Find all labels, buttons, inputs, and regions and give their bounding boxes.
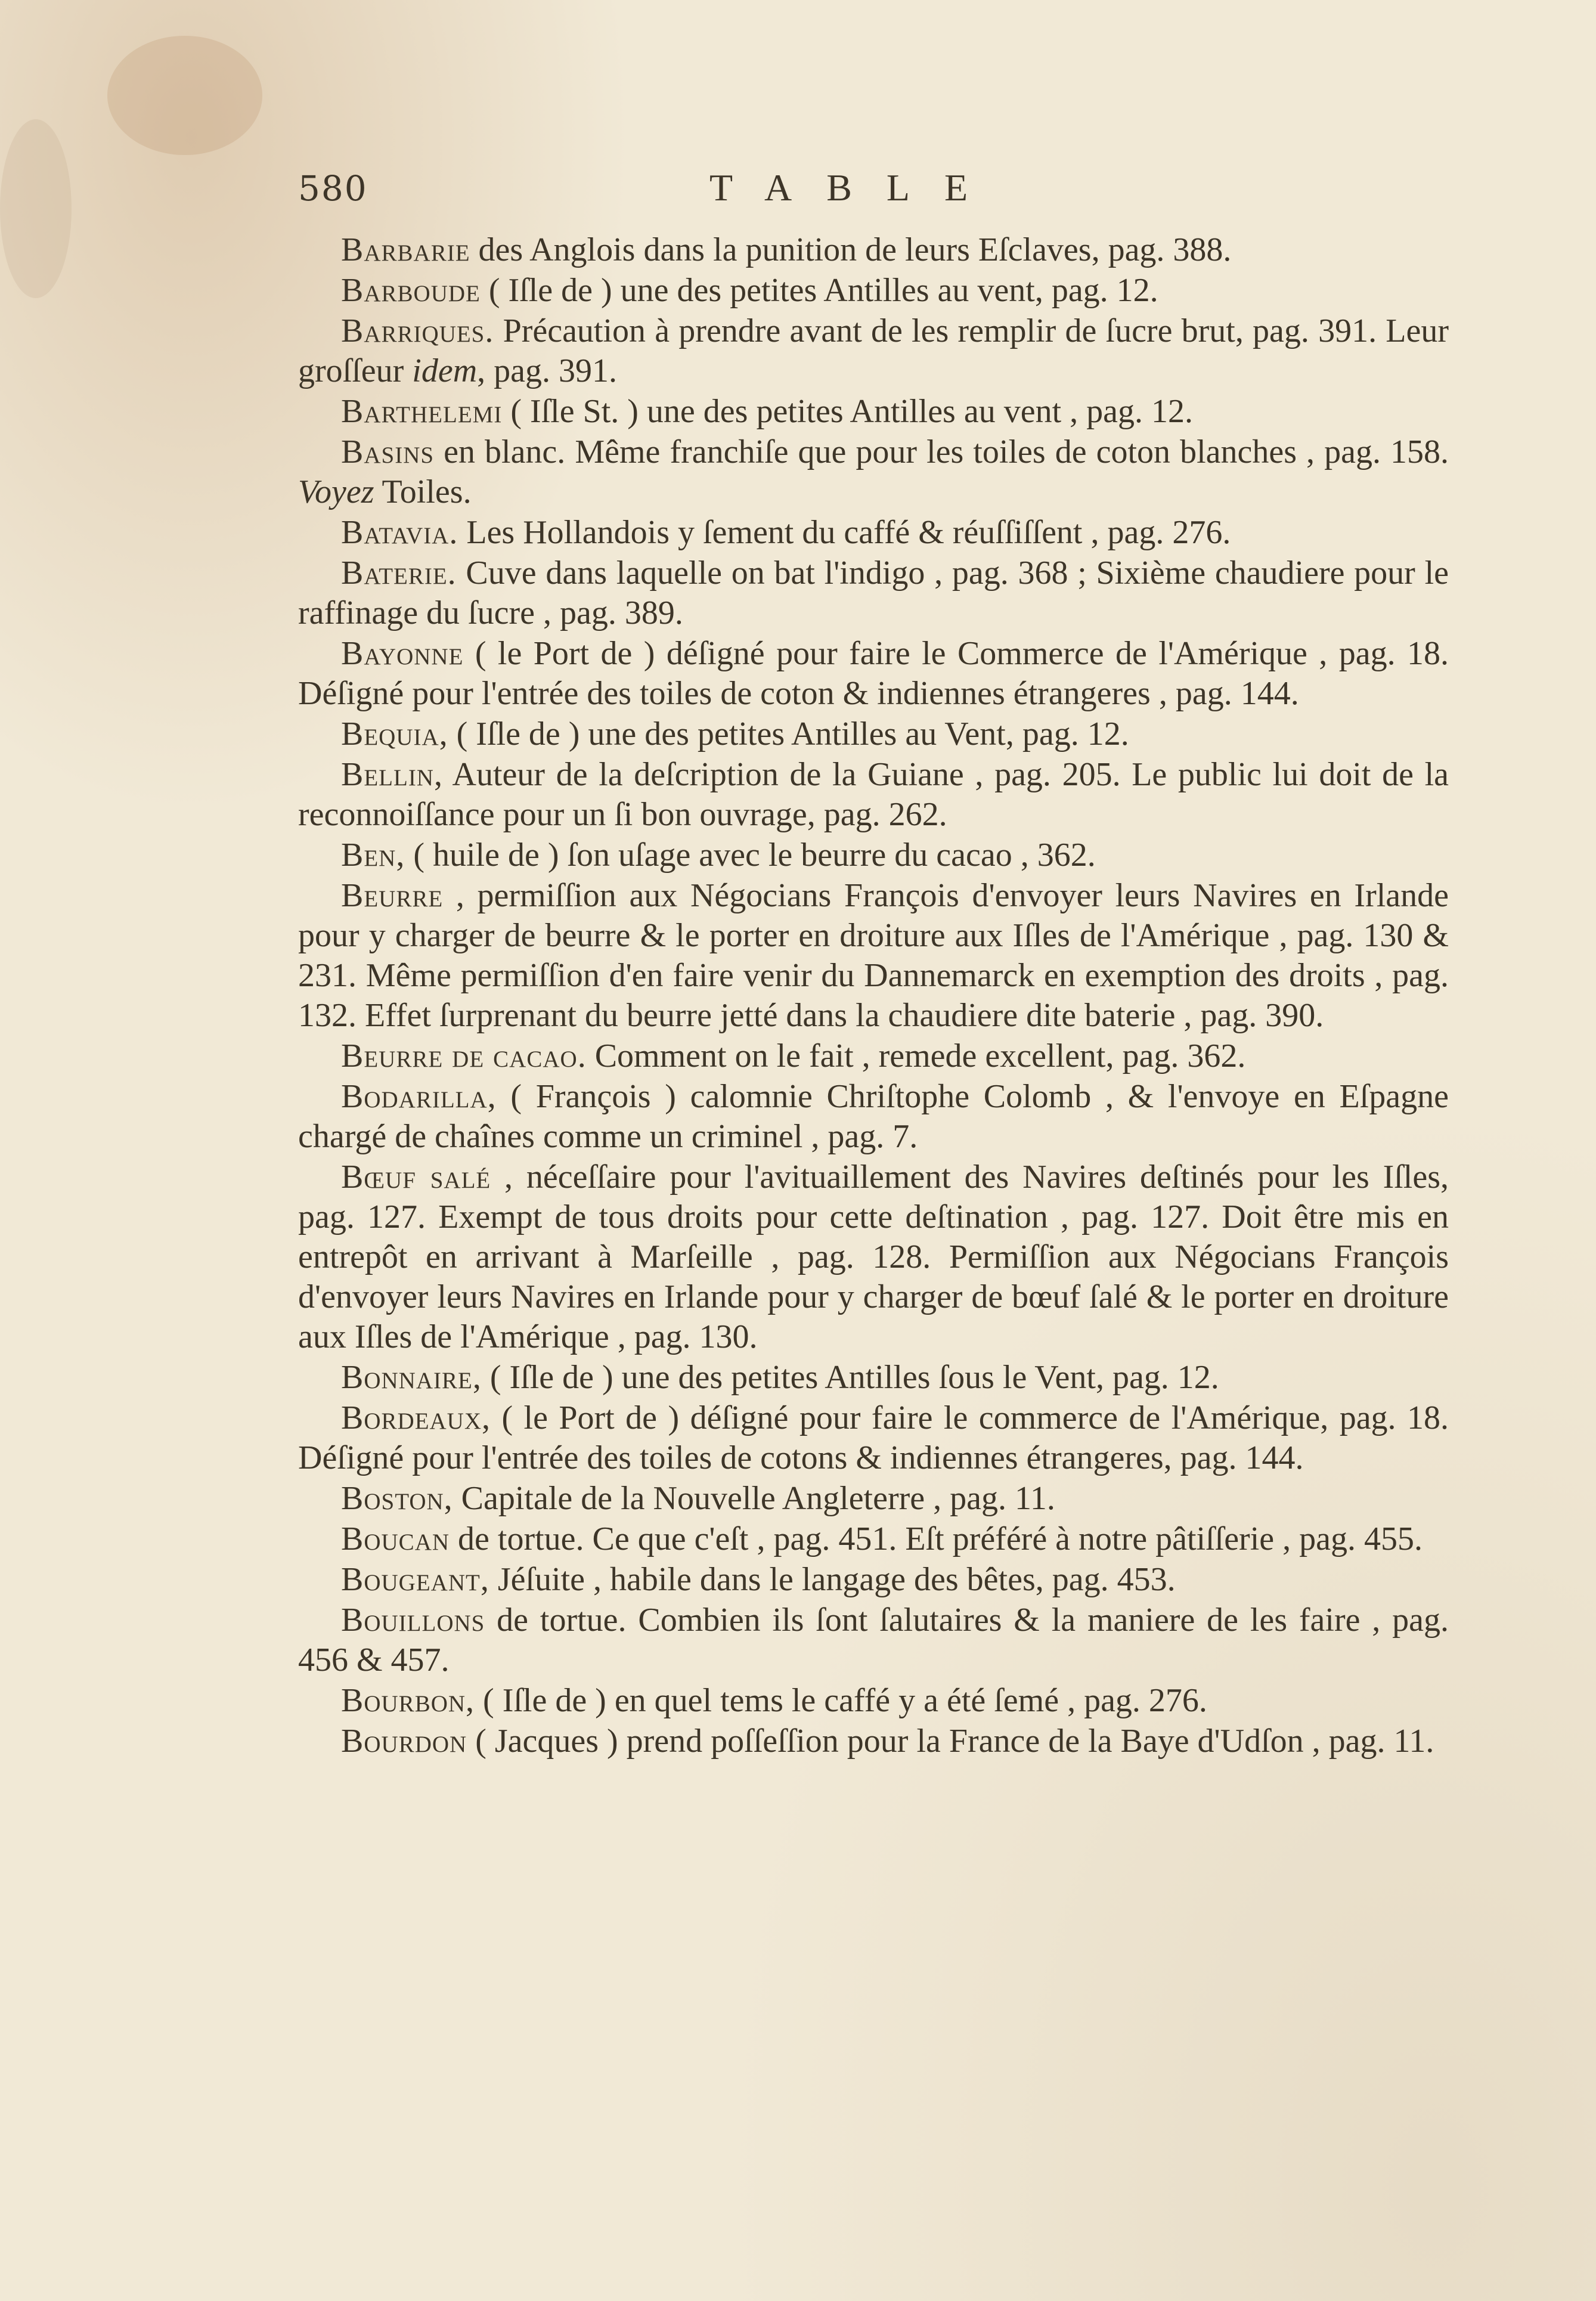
index-entry (298, 755, 1449, 835)
index-entry (298, 432, 1449, 512)
entry-italic: Voyez (298, 473, 374, 510)
entry-text: Les Hollandois y ſement du caffé & réuſſiſſent , pag. 276. (458, 514, 1231, 551)
entry-headword: Barthelemi (341, 393, 503, 430)
index-entry (298, 1036, 1449, 1076)
page-number: 580 (298, 168, 368, 209)
entry-headword: Bœuf salé (341, 1159, 491, 1196)
entry-headword: Bougeant, (341, 1561, 489, 1598)
entry-text: ( le Port de ) déſigné pour faire le Commerce de l'Amérique , pag. 18. Déſigné pour l'entrée des toiles de coton & indiennes étrangeres , pag. 144. (298, 635, 1449, 712)
page-header (298, 168, 1461, 216)
entry-headword: Bourbon, (341, 1682, 475, 1719)
entry-text: ( Iſle St. ) une des petites Antilles au vent , pag. 12. (502, 393, 1193, 430)
index-entry (298, 1077, 1449, 1157)
entry-headword: Bodarilla, (341, 1078, 497, 1115)
entry-text: Auteur de la deſcription de la Guiane , pag. 205. Le public lui doit de la reconnoiſſance pour un ſi bon ouvrage, pag. 262. (298, 756, 1449, 833)
index-entry (298, 311, 1449, 391)
running-title: TABLE (709, 166, 1003, 209)
entry-headword: Bordeaux, (341, 1399, 491, 1436)
entry-text: de tortue. Ce que c'eſt , pag. 451. Eſt préféré à notre pâtiſſerie , pag. 455. (450, 1520, 1423, 1557)
entry-headword: Bourdon (341, 1723, 467, 1760)
entry-headword: Beurre de cacao. (341, 1038, 587, 1074)
index-entry (298, 634, 1449, 714)
paper-stain (107, 36, 262, 155)
entry-text: ( Jacques ) prend poſſeſſion pour la France de la Baye d'Udſon , pag. 11. (467, 1723, 1434, 1760)
index-entries (298, 230, 1449, 1762)
entry-text: ( Iſle de ) une des petites Antilles au Vent, pag. 12. (448, 716, 1129, 752)
entry-text: ( Iſle de ) une des petites Antilles ſous le Vent, pag. 12. (481, 1359, 1219, 1396)
index-entry (298, 271, 1449, 311)
entry-headword: Bequia, (341, 716, 448, 752)
index-entry (298, 553, 1449, 633)
entry-headword: Boucan (341, 1520, 450, 1557)
entry-headword: Batavia. (341, 514, 458, 551)
entry-headword: Barboude (341, 272, 481, 309)
entry-text: , néceſſaire pour l'avituaillement des Navires deſtinés pour les Iſles, pag. 127. Exempt de tous droits pour cette deſtination , pag. 127. Doit être mis en entrepôt en arrivant à Marſeille , pag. 128. Permiſſion aux Négocians François d'envoyer leurs Navires en Irlande pour y charger de bœuf ſalé & le porter en droiture aux Iſles de l'Amérique , pag. 130. (298, 1159, 1449, 1355)
entry-text: ( Iſle de ) en quel tems le caffé y a été ſemé , pag. 276. (475, 1682, 1207, 1719)
entry-text: ( Iſle de ) une des petites Antilles au vent, pag. 12. (480, 272, 1158, 309)
index-entry (298, 714, 1449, 754)
entry-tail: , pag. 391. (477, 352, 617, 389)
entry-text: Précaution à prendre avant de les remplir de ſucre brut, pag. 391. Leur groſſeur (298, 312, 1449, 389)
entry-headword: Bellin, (341, 756, 443, 793)
entry-headword: Boston, (341, 1480, 453, 1517)
index-entry (298, 392, 1449, 432)
entry-headword: Barriques. (341, 312, 494, 349)
entry-headword: Bayonne (341, 635, 464, 672)
entry-text: ( le Port de ) déſigné pour faire le commerce de l'Amérique, pag. 18. Déſigné pour l'entrée des toiles de cotons & indiennes étrangeres, pag. 144. (298, 1399, 1449, 1476)
index-entry (298, 1560, 1449, 1600)
entry-headword: Ben, (341, 837, 405, 874)
entry-tail: Toiles. (374, 473, 472, 510)
index-entry (298, 230, 1449, 270)
entry-text: des Anglois dans la punition de leurs Eſclaves, pag. 388. (470, 231, 1232, 268)
entry-headword: Baterie. (341, 555, 457, 591)
entry-text: , permiſſion aux Négocians François d'envoyer leurs Navires en Irlande pour y charger de beurre & le porter en droiture aux Iſles de l'Amérique , pag. 130 & 231. Même permiſſion d'en faire venir du Dannemarck en exemption des droits , pag. 132. Effet ſurprenant du beurre jetté dans la chaudiere dite baterie , pag. 390. (298, 877, 1449, 1034)
paper-stain (0, 119, 72, 298)
index-entry (298, 1398, 1449, 1478)
index-entry (298, 1358, 1449, 1398)
entry-headword: Basins (341, 433, 435, 470)
entry-headword: Beurre (341, 877, 444, 914)
entry-headword: Bonnaire, (341, 1359, 482, 1396)
entry-text: de tortue. Combien ils ſont ſalutaires & la maniere de les faire , pag. 456 & 457. (298, 1602, 1449, 1678)
index-entry (298, 1681, 1449, 1721)
index-entry (298, 1479, 1449, 1519)
index-entry (298, 1600, 1449, 1680)
index-entry (298, 835, 1449, 875)
entry-headword: Bouillons (341, 1602, 485, 1639)
entry-headword: Barbarie (341, 231, 470, 268)
entry-text: Capitale de la Nouvelle Angleterre , pag. 11. (453, 1480, 1055, 1517)
index-entry (298, 1157, 1449, 1357)
entry-text: en blanc. Même franchiſe que pour les toiles de coton blanches , pag. 158. (434, 433, 1449, 470)
entry-text: Jéſuite , habile dans le langage des bêtes, pag. 453. (489, 1561, 1176, 1598)
index-entry (298, 513, 1449, 553)
entry-text: ( huile de ) ſon uſage avec le beurre du cacao , 362. (405, 837, 1096, 874)
entry-text: Cuve dans laquelle on bat l'indigo , pag. 368 ; Sixième chaudiere pour le raffinage du ſucre , pag. 389. (298, 555, 1449, 631)
index-entry (298, 876, 1449, 1036)
entry-text: Comment on le fait , remede excellent, pag. 362. (586, 1038, 1246, 1074)
index-entry (298, 1721, 1449, 1761)
entry-text: ( François ) calomnie Chriſtophe Colomb , & l'envoye en Eſpagne chargé de chaînes comme un criminel , pag. 7. (298, 1078, 1449, 1155)
entry-italic: idem (412, 352, 478, 389)
index-entry (298, 1519, 1449, 1559)
